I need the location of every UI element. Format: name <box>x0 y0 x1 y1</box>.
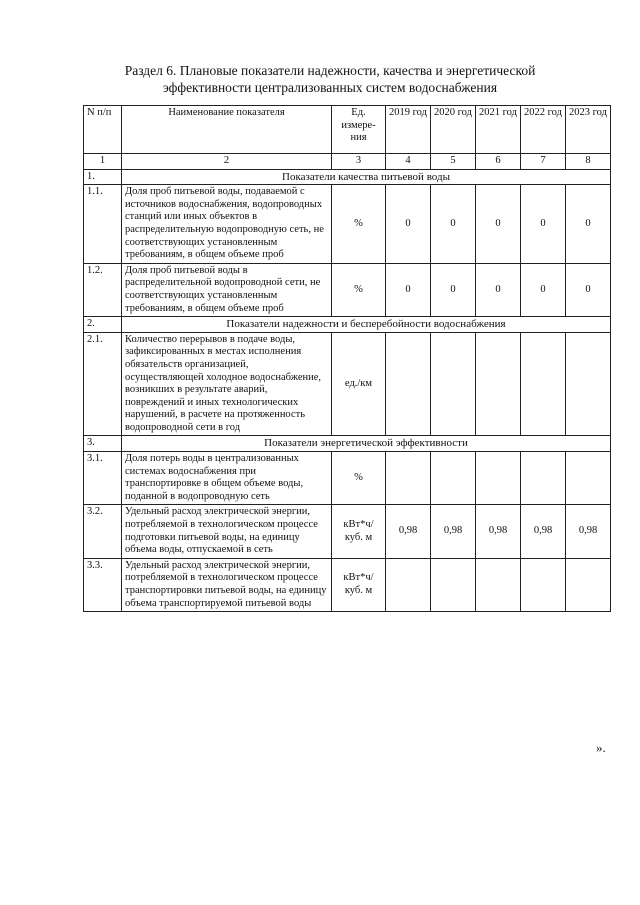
table-row <box>84 332 611 436</box>
row-number: 2.1. <box>84 332 122 436</box>
column-number-row <box>84 154 611 170</box>
row-number: 3.2. <box>84 505 122 558</box>
header-year: 2020 год <box>431 106 476 154</box>
header-year: 2019 год <box>386 106 431 154</box>
value-cell: 0,98 <box>386 505 431 558</box>
value-cell <box>476 452 521 505</box>
value-cell: 0 <box>521 185 566 264</box>
indicators-table <box>83 105 611 612</box>
column-number: 8 <box>566 154 611 170</box>
row-number: 3.3. <box>84 558 122 611</box>
table-row <box>84 505 611 558</box>
header-num: N п/п <box>84 106 122 154</box>
value-cell <box>431 452 476 505</box>
closing-quote: ». <box>596 740 606 755</box>
value-cell: 0 <box>386 263 431 316</box>
title-line-1: Раздел 6. Плановые показатели надежности, качества и энергетической <box>124 63 536 78</box>
section-number: 1. <box>84 169 122 185</box>
value-cell: 0 <box>431 263 476 316</box>
header-year: 2021 год <box>476 106 521 154</box>
page-title <box>70 62 590 96</box>
value-cell <box>521 558 566 611</box>
unit-cell: % <box>332 263 386 316</box>
section-title: Показатели качества питьевой воды <box>122 169 611 185</box>
indicator-name: Доля проб питьевой воды в распределительной водопроводной сети, не соответствующих установленным требованиям, в общем объеме проб <box>122 263 332 316</box>
column-number: 1 <box>84 154 122 170</box>
unit-cell: % <box>332 185 386 264</box>
unit-cell: % <box>332 452 386 505</box>
section-title: Показатели энергетической эффективности <box>122 436 611 452</box>
indicator-name: Количество перерывов в подаче воды, зафиксированных в местах исполнения обязательств организацией, осуществляющей холодное водоснабжение, возникших в результате аварий, повреждений и иных технологических нарушений, в расчете на протяженность водопроводной сети в год <box>122 332 332 436</box>
value-cell: 0,98 <box>431 505 476 558</box>
table-row <box>84 558 611 611</box>
unit-cell: ед./км <box>332 332 386 436</box>
value-cell: 0,98 <box>476 505 521 558</box>
section-title: Показатели надежности и бесперебойности водоснабжения <box>122 317 611 333</box>
value-cell <box>521 332 566 436</box>
value-cell <box>566 332 611 436</box>
value-cell <box>566 558 611 611</box>
indicator-name: Удельный расход электрической энергии, потребляемой в технологическом процессе транспортировки питьевой воды, на единицу объема транспортируемой питьевой воды <box>122 558 332 611</box>
section-number: 2. <box>84 317 122 333</box>
indicator-name: Доля проб питьевой воды, подаваемой с источников водоснабжения, водопроводных станций или иных объектов в распределительную водопроводную сеть, не соответствующих установленным требованиям, в общем объеме проб <box>122 185 332 264</box>
section-number: 3. <box>84 436 122 452</box>
value-cell: 0,98 <box>566 505 611 558</box>
value-cell <box>476 558 521 611</box>
header-year: 2023 год <box>566 106 611 154</box>
column-number: 4 <box>386 154 431 170</box>
table-row <box>84 185 611 264</box>
title-line-2: эффективности централизованных систем водоснабжения <box>162 80 498 95</box>
header-name: Наименование показателя <box>122 106 332 154</box>
value-cell: 0 <box>386 185 431 264</box>
unit-cell: кВт*ч/куб. м <box>332 558 386 611</box>
indicator-name: Удельный расход электрической энергии, потребляемой в технологическом процессе подготовки питьевой воды, на единицу объема воды, отпускаемой в сеть <box>122 505 332 558</box>
value-cell <box>386 558 431 611</box>
header-row <box>84 106 611 154</box>
column-number: 3 <box>332 154 386 170</box>
value-cell <box>431 558 476 611</box>
value-cell: 0 <box>566 263 611 316</box>
row-number: 1.1. <box>84 185 122 264</box>
value-cell: 0 <box>521 263 566 316</box>
value-cell <box>386 332 431 436</box>
unit-cell: кВт*ч/куб. м <box>332 505 386 558</box>
value-cell: 0 <box>476 185 521 264</box>
value-cell <box>386 452 431 505</box>
header-year: 2022 год <box>521 106 566 154</box>
table-row <box>84 452 611 505</box>
column-number: 6 <box>476 154 521 170</box>
section-row <box>84 436 611 452</box>
column-number: 7 <box>521 154 566 170</box>
table-row <box>84 263 611 316</box>
value-cell <box>566 452 611 505</box>
value-cell <box>431 332 476 436</box>
indicator-name: Доля потерь воды в централизованных системах водоснабжения при транспортировке в общем объеме воды, поданной в водопроводную сеть <box>122 452 332 505</box>
header-unit: Ед. измере-ния <box>332 106 386 154</box>
column-number: 5 <box>431 154 476 170</box>
section-row <box>84 317 611 333</box>
row-number: 3.1. <box>84 452 122 505</box>
section-row <box>84 169 611 185</box>
value-cell <box>476 332 521 436</box>
value-cell: 0 <box>476 263 521 316</box>
value-cell: 0 <box>566 185 611 264</box>
column-number: 2 <box>122 154 332 170</box>
value-cell: 0,98 <box>521 505 566 558</box>
row-number: 1.2. <box>84 263 122 316</box>
value-cell: 0 <box>431 185 476 264</box>
value-cell <box>521 452 566 505</box>
